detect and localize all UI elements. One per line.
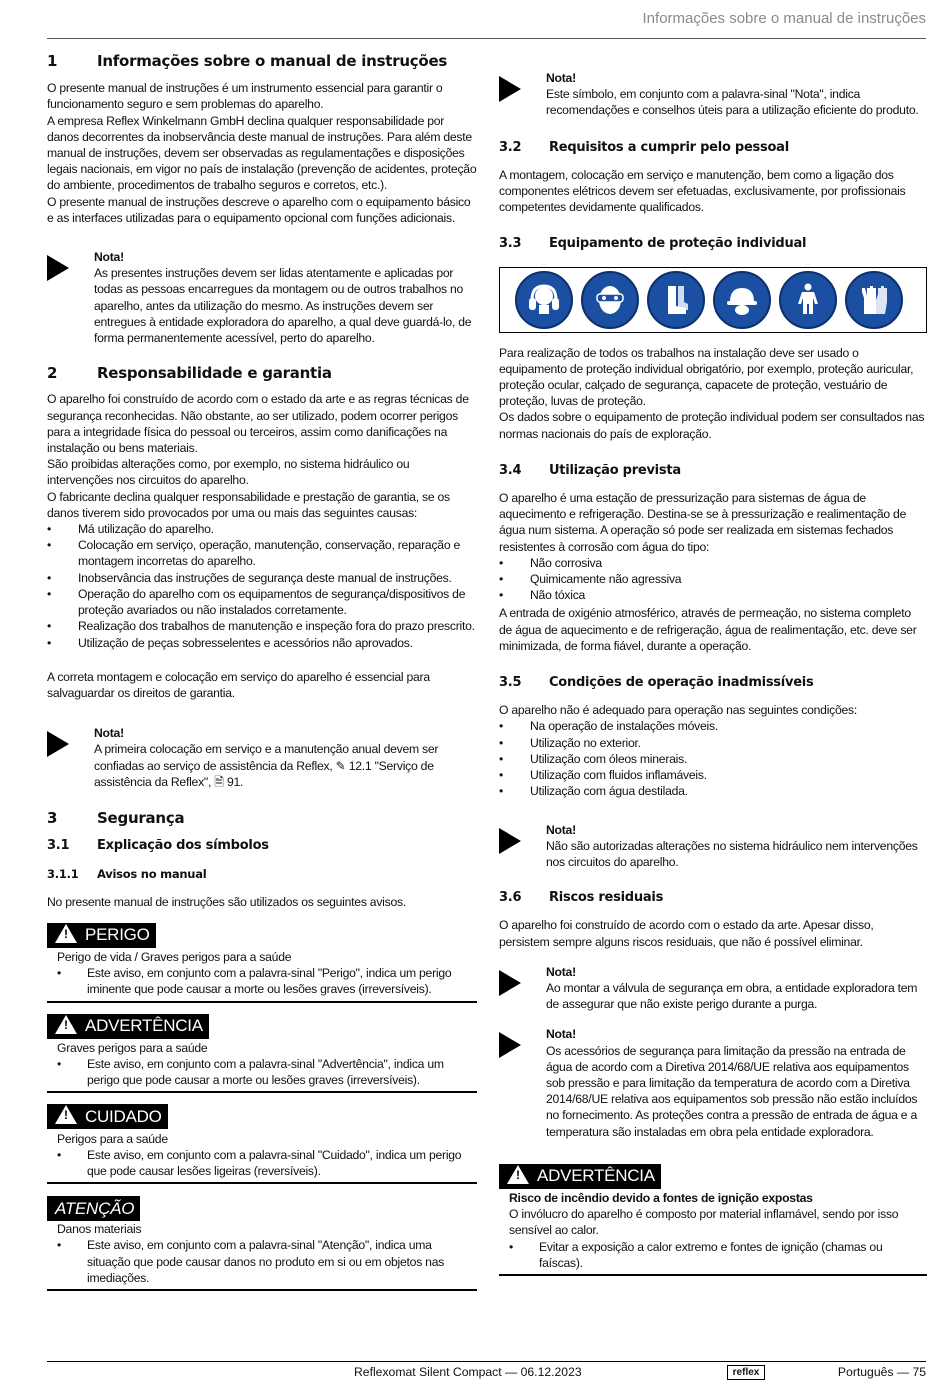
paragraph: O fabricante declina qualquer responsabilidade e prestação de garantia, se os danos tiverem sido provocados por uma ou mais das seguintes causas: xyxy=(47,489,450,520)
list-item: • Na operação de instalações móveis. xyxy=(499,718,927,734)
paragraph: A montagem, colocação em serviço e manutenção, bem como a ligação dos componentes elétricos devem ser efetuadas, exclusivamente, por profissionais competentes devidamente qualificados. xyxy=(499,167,906,215)
note-box xyxy=(499,1026,927,1139)
gloves-icon xyxy=(845,271,903,329)
list-item: • Quimicamente não agressiva xyxy=(499,571,927,587)
footer-product: Reflexomat Silent Compact — 06.12.2023 xyxy=(354,1365,582,1379)
paragraph: A correta montagem e colocação em serviço do aparelho é essencial para salvaguardar os direitos de garantia. xyxy=(47,669,430,700)
warning-badge xyxy=(47,1196,140,1221)
section-title: Responsabilidade e garantia xyxy=(97,364,332,383)
note-text: A primeira colocação em serviço e a manutenção anual devem ser confiadas ao serviço de assistência da Reflex, ✎ 12.1 "Serviço de assistência da Reflex", 🗎 91. xyxy=(94,742,439,789)
list-item: • Utilização com fluidos inflamáveis. xyxy=(499,767,927,783)
warning-label: ATENÇÃO xyxy=(55,1198,135,1218)
list-item: • Evitar a exposição a calor extremo e fontes de ignição (chamas ou faíscas). xyxy=(509,1239,927,1271)
list-item: • Inobservância das instruções de segurança deste manual de instruções. xyxy=(47,570,477,586)
protective-clothing-icon xyxy=(779,271,837,329)
warning-badge xyxy=(499,1164,661,1189)
note-box xyxy=(47,725,477,790)
list-item: • Este aviso, em conjunto com a palavra-sinal "Advertência", indica um perigo que pode causar a morte ou lesões graves (irreversíveis). xyxy=(57,1056,477,1088)
warning-subtitle: Danos materiais xyxy=(57,1222,142,1237)
paragraph: O presente manual de instruções descreve o aparelho com o equipamento básico e as interfaces utilizadas para o equipamento opcional com funções adicionais. xyxy=(47,194,471,225)
note-title: Nota! xyxy=(94,250,124,265)
ppe-pictogram-box xyxy=(499,267,927,333)
section-1-heading xyxy=(47,53,477,69)
note-text: Não são autorizadas alterações no sistema hidráulico nem intervenções nos circuitos do aparelho. xyxy=(546,838,918,869)
section-3-1-heading xyxy=(47,838,477,854)
list-item: • Má utilização do aparelho. xyxy=(47,521,477,537)
note-title: Nota! xyxy=(546,1027,576,1042)
ear-protection-icon xyxy=(515,271,573,329)
note-text: As presentes instruções devem ser lidas atentamente e aplicadas por todas as pessoas encarregues da montagem ou de outros trabalhos no aparelho, antes da utilização do mesmo. As instruções devem ser entregues à entidade exploradora do aparelho, a qual deve guardá-lo, de forma permanentemente acessível, perto do aparelho. xyxy=(94,266,472,346)
note-text: Os acessórios de segurança para limitação da pressão na entrada de água de acordo com a Diretiva 2014/68/UE relativa aos equipamentos sob pressão e para limitação da temperatura de acordo com a Diretiva 2014/68/UE relativa aos equipamentos sob pressão não estão incluídos no fornecimento. As proteções contra a pressão de entrada de água e a temperatura são instaladas em obra pela entidade exploradora. xyxy=(546,1043,918,1139)
warning-subtitle: Perigo de vida / Graves perigos para a saúde xyxy=(57,949,292,964)
left-column xyxy=(47,52,477,1291)
section-3-1-1-heading xyxy=(47,866,477,882)
section-3-6-heading xyxy=(499,890,927,906)
paragraph: O presente manual de instruções é um instrumento essencial para garantir o funcionamento seguro e sem problemas do aparelho. xyxy=(47,81,443,112)
warning-subtitle: Perigos para a saúde xyxy=(57,1131,168,1146)
section-3-3-heading xyxy=(499,236,927,252)
section-number: 3.4 xyxy=(499,462,522,478)
section-number: 3.5 xyxy=(499,675,522,691)
warning-triangle-icon: ! xyxy=(55,1015,77,1034)
warning-badge xyxy=(47,1104,168,1129)
section-title: Informações sobre o manual de instruções xyxy=(97,52,448,70)
note-title: Nota! xyxy=(94,726,124,741)
list-item: • Utilização com água destilada. xyxy=(499,783,927,799)
section-title: Utilização prevista xyxy=(549,462,681,478)
paragraph: O aparelho é uma estação de pressurização para sistemas de água de aquecimento e refrigeração. Destina-se se à pressurização e realimentação de água num sistema. A operação só pode ser realizada em sistemas fechados resistentes à corrosão com água do tipo: xyxy=(499,491,907,554)
water-type-list xyxy=(499,555,927,604)
list-item: • Este aviso, em conjunto com a palavra-sinal "Perigo", indica um perigo iminente que pode causar a morte ou lesões graves (irreversíveis). xyxy=(57,965,477,997)
list-item: • Não corrosiva xyxy=(499,555,927,571)
helmet-icon xyxy=(713,271,771,329)
warning-badge xyxy=(47,1014,209,1039)
warning-text: O invólucro do aparelho é composto por material inflamável, sendo por isso sensível ao calor. xyxy=(509,1207,899,1238)
warning-cuidado xyxy=(47,1104,477,1184)
list-item: • Não tóxica xyxy=(499,587,927,603)
paragraph: Para realização de todos os trabalhos na instalação deve ser usado o equipamento de proteção individual obrigatório, por exemplo, proteção auricular, proteção ocular, calçado de segurança, capacete de proteção, vestuário de proteção, luvas de proteção. xyxy=(499,345,914,409)
paragraph: O aparelho foi construído de acordo com o estado da arte. Apesar disso, persistem sempre alguns riscos residuais, que não é possível eliminar. xyxy=(499,918,874,949)
header-rule xyxy=(47,38,926,39)
list-item: • Este aviso, em conjunto com a palavra-sinal "Atenção", indica uma situação que pode causar danos no produto em si ou em objetos nas imediações. xyxy=(57,1237,477,1286)
note-title: Nota! xyxy=(546,71,576,85)
section-title: Explicação dos símbolos xyxy=(97,838,269,854)
note-box xyxy=(499,964,927,1013)
section-number: 1 xyxy=(47,52,58,70)
section-3-5-heading xyxy=(499,675,927,691)
running-header: Informações sobre o manual de instruções xyxy=(642,10,926,27)
section-title: Avisos no manual xyxy=(97,867,207,882)
list-item: • Colocação em serviço, operação, manutenção, conservação, reparação e montagem incorretas do aparelho. xyxy=(47,537,477,569)
note-title: Nota! xyxy=(546,822,576,837)
paragraph: No presente manual de instruções são utilizados os seguintes avisos. xyxy=(47,894,406,909)
section-number: 3.2 xyxy=(499,139,522,155)
note-arrow-icon xyxy=(499,1026,546,1139)
warning-atencao xyxy=(47,1196,477,1291)
paragraph: O aparelho não é adequado para operação nas seguintes condições: xyxy=(499,703,858,718)
section-title: Segurança xyxy=(97,808,185,827)
section-2-heading xyxy=(47,365,477,381)
cause-list xyxy=(47,521,477,651)
warning-advertencia xyxy=(47,1014,477,1094)
paragraph: A entrada de oxigénio atmosférico, através de permeação, no sistema completo de água de aquecimento e de refrigeração, água de realimentação, etc. deve ser minimizada, de forma fiável, durante a operação. xyxy=(499,606,917,653)
warning-perigo xyxy=(47,923,477,1003)
list-item: • Utilização no exterior. xyxy=(499,735,927,751)
warning-subtitle: Risco de incêndio devido a fontes de ignição expostas xyxy=(509,1190,813,1205)
reflex-logo: reflex xyxy=(727,1365,765,1380)
warning-triangle-icon: ! xyxy=(55,924,77,943)
warning-triangle-icon: ! xyxy=(55,1105,77,1124)
warning-subtitle: Graves perigos para a saúde xyxy=(57,1040,208,1055)
eye-protection-icon xyxy=(581,271,639,329)
warning-label: CUIDADO xyxy=(85,1106,162,1126)
warning-fire xyxy=(499,1164,927,1276)
note-title: Nota! xyxy=(546,964,576,979)
section-3-heading xyxy=(47,810,477,826)
paragraph: Os dados sobre o equipamento de proteção individual podem ser consultados nas normas nacionais do país de exploração. xyxy=(499,410,925,441)
section-title: Riscos residuais xyxy=(549,890,664,906)
warning-triangle-icon: ! xyxy=(507,1165,529,1184)
list-item: • Realização dos trabalhos de manutenção e inspeção fora do prazo prescrito. xyxy=(47,618,477,634)
list-item: • Este aviso, em conjunto com a palavra-sinal "Cuidado", indica um perigo que pode causar lesões ligeiras (reversíveis). xyxy=(57,1147,477,1179)
section-number: 3 xyxy=(47,808,58,827)
paragraph: São proibidas alterações como, por exemplo, no sistema hidráulico ou intervenções nos circuitos do aparelho. xyxy=(47,457,410,488)
paragraph: O aparelho foi construído de acordo com o estado da arte e as regras técnicas de segurança reconhecidas. Não obstante, ao ser utilizado, podem ocorrer perigos para a integridade física do pessoal ou terceiros, assim como danificações na instalação ou bens materiais. xyxy=(47,392,469,456)
paragraph: A empresa Reflex Winkelmann GmbH declina qualquer responsabilidade por danos decorrentes da inobservância deste manual de instruções. Para além deste manual de instruções, devem ser observadas as regulamentações e disposições legais nacionais, em vigor no país de instalação (prevenção de acidentes, proteção do ambiente, procedimentos de trabalho seguros e corretos, etc.). xyxy=(47,113,477,193)
note-arrow-icon xyxy=(499,822,546,871)
section-title: Condições de operação inadmissíveis xyxy=(549,675,814,691)
note-arrow-icon xyxy=(47,249,94,346)
condition-list xyxy=(499,718,927,799)
note-box xyxy=(499,822,927,871)
warning-label: ADVERTÊNCIA xyxy=(85,1015,203,1035)
section-3-4-heading xyxy=(499,463,927,479)
section-number: 3.6 xyxy=(499,890,522,906)
section-number: 2 xyxy=(47,364,58,383)
section-title: Equipamento de proteção individual xyxy=(549,236,807,252)
footer-rule xyxy=(47,1361,926,1362)
safety-boots-icon xyxy=(647,271,705,329)
section-number: 3.1.1 xyxy=(47,867,79,882)
note-arrow-icon xyxy=(499,964,546,1013)
footer-page: Português — 75 xyxy=(837,1365,926,1379)
section-number: 3.1 xyxy=(47,838,70,854)
warning-badge xyxy=(47,923,156,948)
note-arrow-icon xyxy=(499,70,546,119)
note-text: Este símbolo, em conjunto com a palavra-sinal "Nota", indica recomendações e conselhos úteis para a utilização eficiente do produto. xyxy=(546,87,919,118)
warning-label: PERIGO xyxy=(85,925,150,945)
section-3-2-heading xyxy=(499,140,927,156)
right-column xyxy=(499,70,927,1276)
list-item: • Utilização com óleos minerais. xyxy=(499,751,927,767)
section-number: 3.3 xyxy=(499,236,522,252)
note-text: Ao montar a válvula de segurança em obra, a entidade exploradora tem de assegurar que não existe perigo durante a purga. xyxy=(546,980,918,1012)
section-title: Requisitos a cumprir pelo pessoal xyxy=(549,139,789,155)
warning-label: ADVERTÊNCIA xyxy=(537,1166,655,1186)
list-item: • Operação do aparelho com os equipamentos de segurança/dispositivos de proteção avariados ou não instalados corretamente. xyxy=(47,586,477,618)
note-arrow-icon xyxy=(47,725,94,790)
list-item: • Utilização de peças sobresselentes e acessórios não aprovados. xyxy=(47,635,477,651)
note-box xyxy=(47,249,477,346)
note-box xyxy=(499,70,927,119)
